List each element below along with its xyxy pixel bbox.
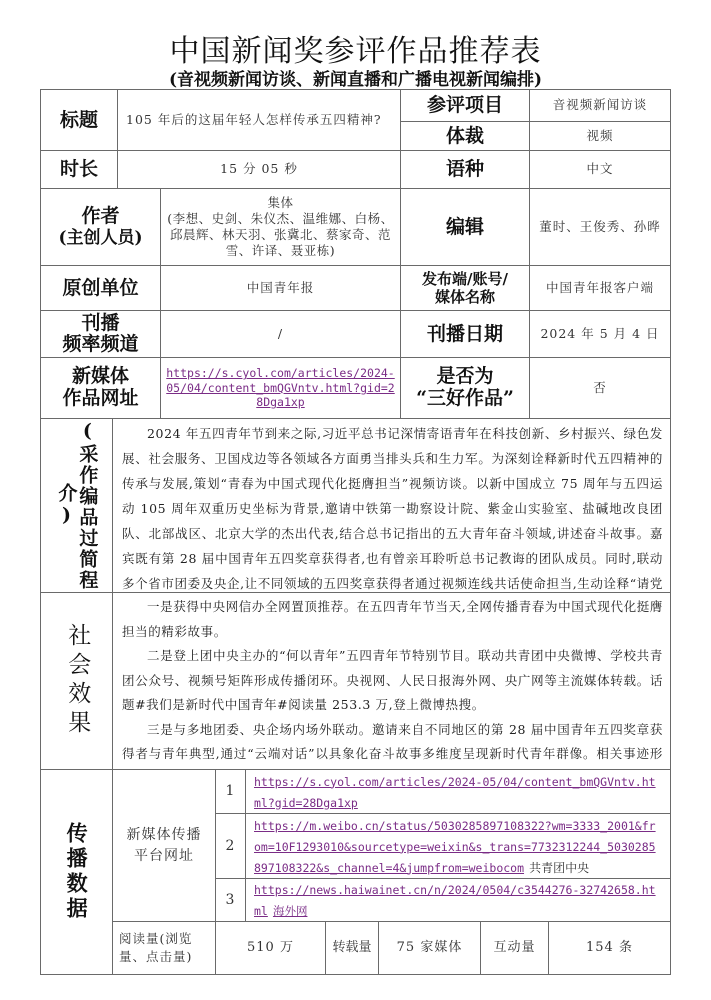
spread-label-cell [40, 769, 113, 975]
language-label: 语种 [400, 150, 530, 189]
reposts-value: 75 家媒体 [378, 921, 481, 975]
title-value: 105 年后的这届年轻人怎样传承五四精神? [117, 89, 401, 151]
publisher-label: 发布端/账号/媒体名称 [400, 265, 530, 311]
spread-link-3[interactable]: https://news.haiwainet.cn/n/2024/0504/c3544276-32742658.html [254, 883, 656, 918]
process-label-cell [40, 418, 113, 593]
page-title: 中国新闻奖参评作品推荐表 [169, 34, 542, 69]
date-value: 2024 年 5 月 4 日 [529, 310, 671, 358]
category-label: 参评项目 [400, 89, 530, 122]
effect-paragraph-3: 三是与多地团委、央企场内场外联动。邀请来自不同地区的第 28 届中国青年五四奖章获得者与青年典型,通过“云端对话”以具象化奋斗故事多维度呈现新时代青年群像。相关事迹形 [122, 721, 663, 761]
reads-value: 510 万 [215, 921, 326, 975]
reads-label: 阅读量(浏览量、点击量) [112, 921, 216, 975]
page-subtitle: (音视频新闻访谈、新闻直播和广播电视新闻编排) [168, 70, 543, 90]
link-number-3: 3 [215, 878, 246, 922]
link-cell-2 [245, 813, 671, 879]
author-label-sub: (主创人员) [58, 228, 143, 249]
spread-label: 传播数据 [64, 822, 90, 922]
link-cell-1 [245, 769, 671, 814]
link-number-2: 2 [215, 813, 246, 879]
effect-paragraph-2: 二是登上团中央主办的“何以青年”五四青年节特别节目。联动共青团中央微博、学校共青团公众号、视频号矩阵形成传播闭环。央视网、人民日报海外网、央广网等主流媒体转载。话题#我们是新时代中国青年#阅读量 253.3 万,登上微博热搜。 [122, 648, 663, 712]
language-value: 中文 [529, 150, 671, 189]
duration-label: 时长 [40, 150, 118, 189]
editor-value: 董时、王俊秀、孙晔 [529, 188, 671, 266]
platform-label [112, 769, 216, 922]
reposts-label: 转载量 [325, 921, 379, 975]
interactions-label: 互动量 [480, 921, 549, 975]
author-collective: 集体 [267, 194, 294, 210]
three-good-label-line2: “三好作品” [416, 387, 514, 409]
channel-label [40, 310, 161, 358]
author-label-main: 作者 [81, 205, 120, 228]
process-text: 2024 年五四青年节到来之际,习近平总书记深情寄语青年在科技创新、乡村振兴、绿色发展、社会服务、卫国戍边等各领域各方面勇当排头兵和生力军。为深刻诠释新时代五四精神的传承与发展,策划“青春为中国式现代化挺膺担当”视频访谈。以新中国成立 75 周年与五四运动 105 周年双重历史坐标为背景,邀请中铁第一勘察设计院、紫金山实验室、盐碱地改良团队、北部战区、北京大学的杰出代表,结合总书记指出的五大青年奋斗领域,讲述奋斗故事。嘉宾既有第 28 届中国青年五四奖章获得者,也有曾亲耳聆听总书记教诲的团队成员。同时,联动多个省市团委及央企,让不同领域的五四奖章获得者通过视频连线共话使命担当,生动诠释“请党 [122, 426, 663, 591]
interactions-value: 154 条 [548, 921, 671, 975]
category-value: 音视频新闻访谈 [529, 89, 671, 122]
three-good-value: 否 [529, 357, 671, 419]
spread-link-1[interactable]: https://s.cyol.com/articles/2024-05/04/content_bmQGVntv.html?gid=28Dga1xp [254, 774, 656, 810]
channel-value: / [160, 310, 401, 358]
effect-label-cell [40, 592, 113, 770]
url-label-line1: 新媒体 [71, 365, 129, 388]
effect-label: 社会效果 [64, 623, 91, 739]
three-good-label-line1: 是否为 [436, 365, 494, 388]
publisher-value: 中国青年报客户端 [529, 265, 671, 311]
channel-label-line2: 频率频道 [62, 333, 139, 355]
spread-link-3-source[interactable]: 海外网 [272, 904, 308, 918]
url-cell [160, 357, 401, 419]
url-label-line2: 作品网址 [62, 387, 139, 409]
spread-link-2-source: 共青团中央 [529, 860, 590, 875]
platform-label-line1: 新媒体传播 [126, 827, 202, 844]
unit-label: 原创单位 [40, 265, 161, 311]
author-value [160, 188, 401, 266]
title-label: 标题 [40, 89, 118, 151]
process-text-box [112, 418, 671, 593]
link-number-1: 1 [215, 769, 246, 814]
link-cell-3 [245, 878, 671, 922]
channel-label-line1: 刊播 [81, 312, 120, 335]
spread-link-2[interactable]: https://m.weibo.cn/status/5030285897108322?wm=3333_2001&from=10F1293010&sourcetype=weixin&s_trans=7732312244_5030285897108322&s_channel=4&jumpfrom=weibocom [254, 818, 656, 875]
date-label: 刊播日期 [400, 310, 530, 358]
effect-text-box [112, 592, 671, 770]
url-label [40, 357, 161, 419]
effect-paragraph-1: 一是获得中央网信办全网置顶推荐。在五四青年节当天,全网传播青春为中国式现代化挺膺担当的精彩故事。 [122, 599, 663, 639]
genre-value: 视频 [529, 121, 671, 151]
author-label [40, 188, 161, 266]
author-names: (李想、史剑、朱仪杰、温维娜、白杨、邱晨辉、林天羽、张冀北、蔡家奇、范雪、许译、聂亚栋) [167, 210, 394, 259]
work-url-link[interactable]: https://s.cyol.com/articles/2024-05/04/content_bmQGVntv.html?gid=28Dga1xp [166, 366, 395, 410]
unit-value: 中国青年报 [160, 265, 401, 311]
duration-value: 15 分 05 秒 [117, 150, 401, 189]
genre-label: 体裁 [400, 121, 530, 151]
process-label: (采作编品过简程介) [55, 420, 99, 591]
platform-label-line2: 平台网址 [134, 847, 194, 864]
editor-label: 编辑 [400, 188, 530, 266]
three-good-label [400, 357, 530, 419]
